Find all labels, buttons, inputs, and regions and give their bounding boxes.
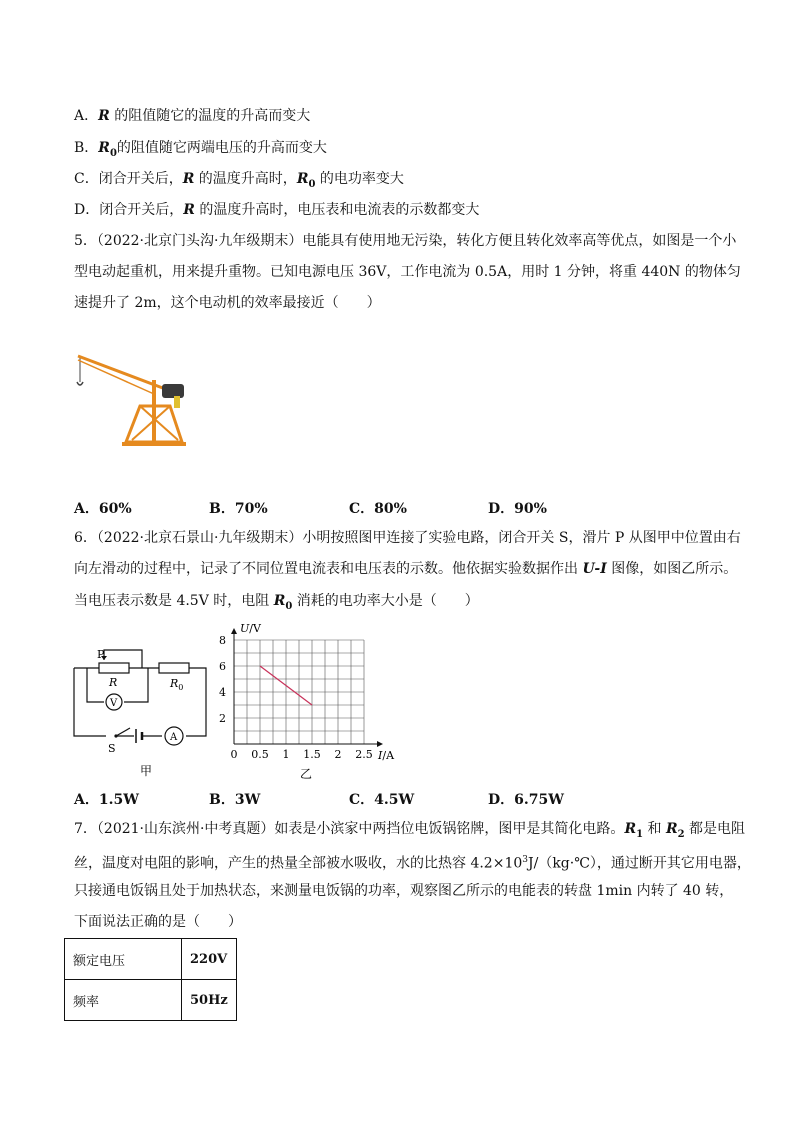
slider-wire: [104, 650, 142, 668]
label-r0: $R_0$: [170, 677, 184, 692]
y-tick-label: 4: [219, 686, 226, 699]
table-key: 额定电压: [65, 939, 182, 980]
resistor-r0: [159, 663, 189, 673]
q5-choice-a[interactable]: A．60%: [74, 501, 132, 517]
q5-choice-c[interactable]: C．80%: [349, 501, 407, 517]
q5-text-line-1: 5．（2022·北京门头沟·九年级期末）电能具有使用地无污染，转化方便且转化效率高等优点，如图是一个小: [74, 233, 737, 249]
q6-text-line-2: 向左滑动的过程中，记录了不同位置电流表和电压表的示数。他依据实验数据作出 U-I 图像，如图乙所示。: [74, 561, 738, 577]
q6-text-line-3: 当电压表示数是 4.5V 时，电阻 $R_0$ 消耗的电功率大小是（ ）: [74, 593, 479, 612]
table-key: 频率: [65, 980, 182, 1021]
y-tick-label: 2: [219, 712, 226, 725]
crane-image: [70, 350, 200, 450]
x-tick-label: 2.5: [355, 748, 373, 761]
circuit-caption: 甲: [140, 764, 153, 778]
x-tick-label: 1: [282, 748, 290, 761]
table-value: 220V: [182, 939, 237, 980]
chart-grid: [234, 640, 364, 744]
table-row: [65, 980, 237, 1021]
y-tick-label: 8: [219, 634, 226, 647]
chart-axes: [231, 628, 383, 747]
x-tick-label: 2: [334, 748, 342, 761]
table-row: [65, 939, 237, 980]
chart-xlabel: I/A: [378, 749, 395, 762]
table-value: 50Hz: [182, 980, 237, 1021]
label-v: V: [110, 698, 118, 709]
crane-motor-box: [174, 396, 180, 408]
x-tick-label: 1.5: [303, 748, 321, 761]
chart-caption: 乙: [300, 767, 313, 781]
crane-boom-brace: [78, 360, 154, 394]
crane-motor: [162, 384, 184, 398]
label-r: R: [109, 676, 118, 689]
nameplate-table: [64, 938, 237, 1021]
q6-text-line-1: 6．（2022·北京石景山·九年级期末）小明按照图甲连接了实验电路，闭合开关 S，滑片 P 从图甲中位置由右: [74, 530, 741, 546]
x-tick-label: 0: [230, 748, 238, 761]
label-p: P: [97, 648, 105, 661]
x-tick-label: 0.5: [251, 748, 269, 761]
switch-s: [116, 728, 130, 736]
circuit-diagram: [64, 640, 224, 780]
rheostat-r: [99, 663, 129, 673]
q7-text-line-2: 丝，温度对电阻的影响，产生的热量全部被水吸收，水的比热容 $4.2\times 10^3J/(kg\cdot℃)$，通过断开其它用电器，: [74, 855, 751, 872]
q6-choice-d[interactable]: D．6.75W: [488, 792, 564, 808]
crane-hook: [77, 382, 83, 385]
q5-choice-b[interactable]: B．70%: [209, 501, 268, 517]
y-tick-label: 6: [219, 660, 226, 673]
label-s: S: [108, 742, 116, 755]
q7-text-line-4: 下面说法正确的是（ ）: [74, 914, 242, 930]
q5-text-line-3: 速提升了 2m，这个电动机的效率最接近（ ）: [74, 295, 381, 311]
x-axis-arrow: [377, 741, 383, 747]
q7-text-line-1: 7．（2021·山东滨州·中考真题）如表是小滨家中两挡位电饭锅铭牌，图甲是其简化电路。$R_1$ 和 $R_2$ 都是电阻: [74, 821, 746, 840]
y-axis-arrow: [231, 628, 237, 634]
ui-chart: [216, 616, 406, 784]
q6-choice-b[interactable]: B．3W: [209, 792, 261, 808]
q4-option-c: C．闭合开关后，R 的温度升高时，$R_0$ 的电功率变大: [74, 171, 404, 190]
q5-text-line-2: 型电动起重机，用来提升重物。已知电源电压 36V，工作电流为 0.5A，用时 1 分钟，将重 440N 的物体匀: [74, 264, 741, 280]
q4-option-b: B．$R_0$的阻值随它两端电压的升高而变大: [74, 140, 327, 159]
q4-option-d: D．闭合开关后，R 的温度升高时，电压表和电流表的示数都变大: [74, 202, 480, 218]
q6-choice-a[interactable]: A．1.5W: [74, 792, 139, 808]
q6-choice-c[interactable]: C．4.5W: [349, 792, 415, 808]
q5-choice-d[interactable]: D．90%: [488, 501, 547, 517]
label-a: A: [170, 732, 178, 743]
chart-ylabel: U/V: [240, 622, 261, 635]
q4-option-a: A．R 的阻值随它的温度的升高而变大: [74, 108, 311, 124]
q7-text-line-3: 只接通电饭锅且处于加热状态，来测量电饭锅的功率，观察图乙所示的电能表的转盘 1min 内转了 40 转，: [74, 883, 734, 899]
